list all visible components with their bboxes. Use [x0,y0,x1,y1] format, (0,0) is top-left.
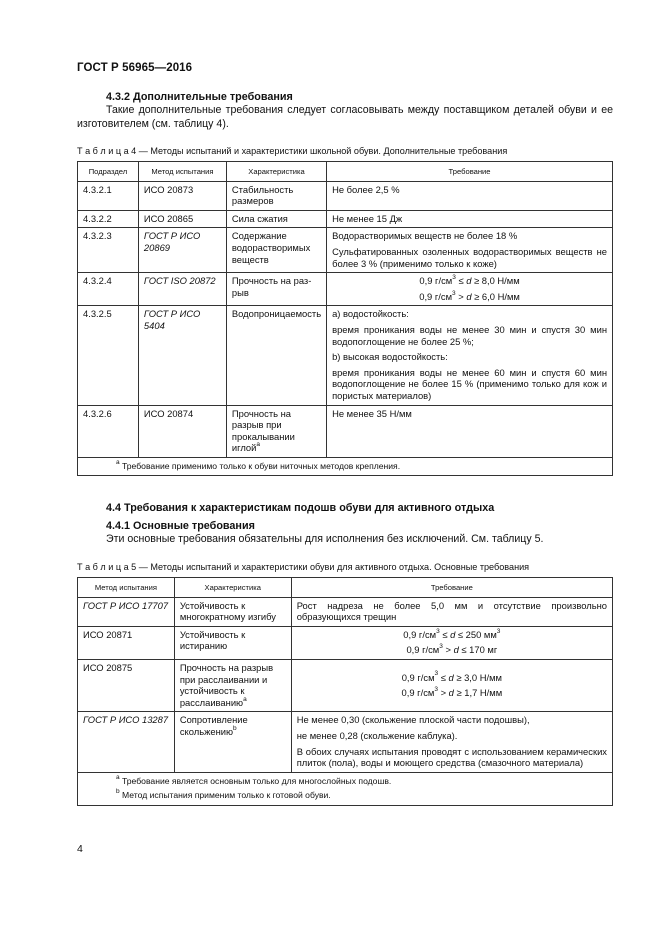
requirement-line: не менее 0,28 (скольжение каблука). [296,729,458,741]
cell-characteristic [226,405,326,457]
footnote-ref: a [256,441,261,449]
table-row [78,626,613,659]
table-row [78,597,613,626]
table-5-footnote-row [78,772,613,805]
footnote-mark: a [116,459,120,467]
section-4-3-2-text: Такие дополнительные требования следует согласовывать между поставщиком деталей обуви и ее изготовителем (см. таблицу 4). [77,104,613,130]
cell-characteristic: Стабильность размеров [226,181,326,210]
requirement-formula: 0,9 $г/см^3 \le d \le 250$ $мм^3$ [403,627,501,640]
cell-requirement: Рост надреза не более 5,0 мм и отсутствие произвольно образующихся трещин [291,597,612,626]
table-4 [77,161,613,476]
section-4-4-title: 4.4 Требования к характеристикам подошв обуви для активного отдыха [106,502,495,514]
col-header-subsection: Подраздел [78,162,139,182]
cell-method: ИСО 20873 [138,181,226,210]
requirement-line: а) водостойкость: [332,308,409,320]
col-header-requirement: Требование [291,578,612,598]
footnote-line [116,773,607,788]
cell-method: ИСО 20875 [78,659,175,711]
requirement-line: Водорастворимых веществ не более 18 % [332,230,518,242]
requirement-formula: 0,9 $г/см^3 > d \ge 6,0$ Н/мм [419,289,520,302]
cell-characteristic [174,659,291,711]
footnote-text: Метод испытания применим только к готовой обуви. [122,790,331,801]
footnote-text: Требование применимо только к обуви ниточных методов крепления. [122,460,401,471]
cell-method: ГОСТ Р ИСО 20869 [138,228,226,273]
col-header-characteristic: Характеристика [226,162,326,182]
footnote-mark: a [116,773,120,781]
table-row [78,210,613,228]
requirement-formula: 0,9 $г/см^3 \le d \ge 3,0$ Н/мм [401,670,502,683]
cell-requirement [291,659,612,711]
cell-requirement [327,228,613,273]
cell-characteristic: Устойчивость к многократному изгибу [174,597,291,626]
cell-subsection: 4.3.2.4 [78,273,139,306]
col-header-requirement: Требование [327,162,613,182]
table-4-footnote-row [78,457,613,476]
section-4-3-2-title: 4.3.2 Дополнительные требования [106,91,293,103]
table-row [78,181,613,210]
cell-characteristic: Содержание водорастворимых веществ [226,228,326,273]
requirement-line: Сульфатированных озоленных водорастворимых веществ не более 3 % (применимо только к коже) [332,245,607,269]
table-row [78,659,613,711]
table-5-caption: Т а б л и ц а 5 — Методы испытаний и характеристики обуви для активного отдыха. Основные требования [77,562,530,572]
characteristic-text: Прочность на разрыв при расслаивании и устойчивость к расслаиванию [179,661,274,708]
section-4-4-1-title: 4.4.1 Основные требования [106,520,255,532]
cell-requirement: Не менее 35 Н/мм [327,405,613,457]
requirement-formula: 0,9 $г/см^3 > d \le 170$ мг [406,643,498,656]
requirement-line: b) высокая водостойкость: [332,351,448,363]
table-row [78,228,613,273]
cell-subsection: 4.3.2.6 [78,405,139,457]
cell-characteristic: Прочность на раз-рыв [226,273,326,306]
table-row [78,405,613,457]
requirement-formula: 0,9 $г/см^3 \le d \ge 8,0$ Н/мм [419,274,520,287]
requirement-line: время проникания воды не менее 30 мин и спустя 30 мин водопоглощение не более 25 %; [332,323,607,347]
table-row [78,273,613,306]
table-5 [77,577,613,806]
requirement-formula: 0,9 $г/см^3 > d \ge 1,7$ Н/мм [401,686,503,699]
cell-method: ИСО 20865 [138,210,226,228]
cell-method: ГОСТ ISO 20872 [138,273,226,306]
requirement-line: время проникания воды не менее 60 мин и спустя 60 мин водопоглощение не более 15 % (применимо только для кож и пористых материалов) [332,366,607,401]
footnote-text: Требование является основным только для многослойных подошв. [122,775,392,786]
cell-subsection: 4.3.2.3 [78,228,139,273]
document-header: ГОСТ Р 56965—2016 [77,62,193,74]
col-header-method: Метод испытания [78,578,175,598]
cell-method: ГОСТ Р ИСО 5404 [138,306,226,405]
requirement-line: Не менее 0,30 (скольжение плоской части подошвы), [296,714,530,726]
cell-requirement: Не менее 15 Дж [327,210,613,228]
characteristic-text: Прочность на разрыв при прокалывании иглой [231,407,295,454]
cell-requirement: Не более 2,5 % [327,181,613,210]
cell-method: ГОСТ Р ИСО 13287 [78,712,175,772]
footnote-line [116,790,607,802]
table-4-header-row [78,162,613,182]
table-row [78,306,613,405]
cell-characteristic: Сила сжатия [226,210,326,228]
cell-characteristic [174,712,291,772]
table-row [78,712,613,772]
col-header-characteristic: Характеристика [174,578,291,598]
table-footnote [78,457,613,476]
table-4-caption: Т а б л и ц а 4 — Методы испытаний и характеристики школьной обуви. Дополнительные требования [77,146,508,156]
section-4-4-1-text: Эти основные требования обязательны для исполнения без исключений. См. таблицу 5. [106,533,544,545]
footnote-mark: b [116,788,120,796]
cell-requirement [327,273,613,306]
page-number: 4 [77,843,83,855]
col-header-method: Метод испытания [138,162,226,182]
requirement-line: В обоих случаях испытания проводят с использованием керамических плиток (пола), воды и моющего средства (смазочного материала) [296,745,607,769]
cell-characteristic: Водопроницаемость [226,306,326,405]
cell-subsection: 4.3.2.2 [78,210,139,228]
footnote-ref: b [233,724,237,732]
cell-subsection: 4.3.2.1 [78,181,139,210]
table-5-header-row [78,578,613,598]
cell-subsection: 4.3.2.5 [78,306,139,405]
cell-method: ГОСТ Р ИСО 17707 [78,597,175,626]
table-footnote [78,772,613,805]
cell-characteristic: Устойчивость к истиранию [174,626,291,659]
footnote-ref: a [243,695,247,703]
characteristic-text: Сопротивление скольжению [179,714,248,737]
cell-method: ИСО 20874 [138,405,226,457]
cell-requirement [291,712,612,772]
cell-method: ИСО 20871 [78,626,175,659]
cell-requirement [327,306,613,405]
cell-requirement [291,626,612,659]
